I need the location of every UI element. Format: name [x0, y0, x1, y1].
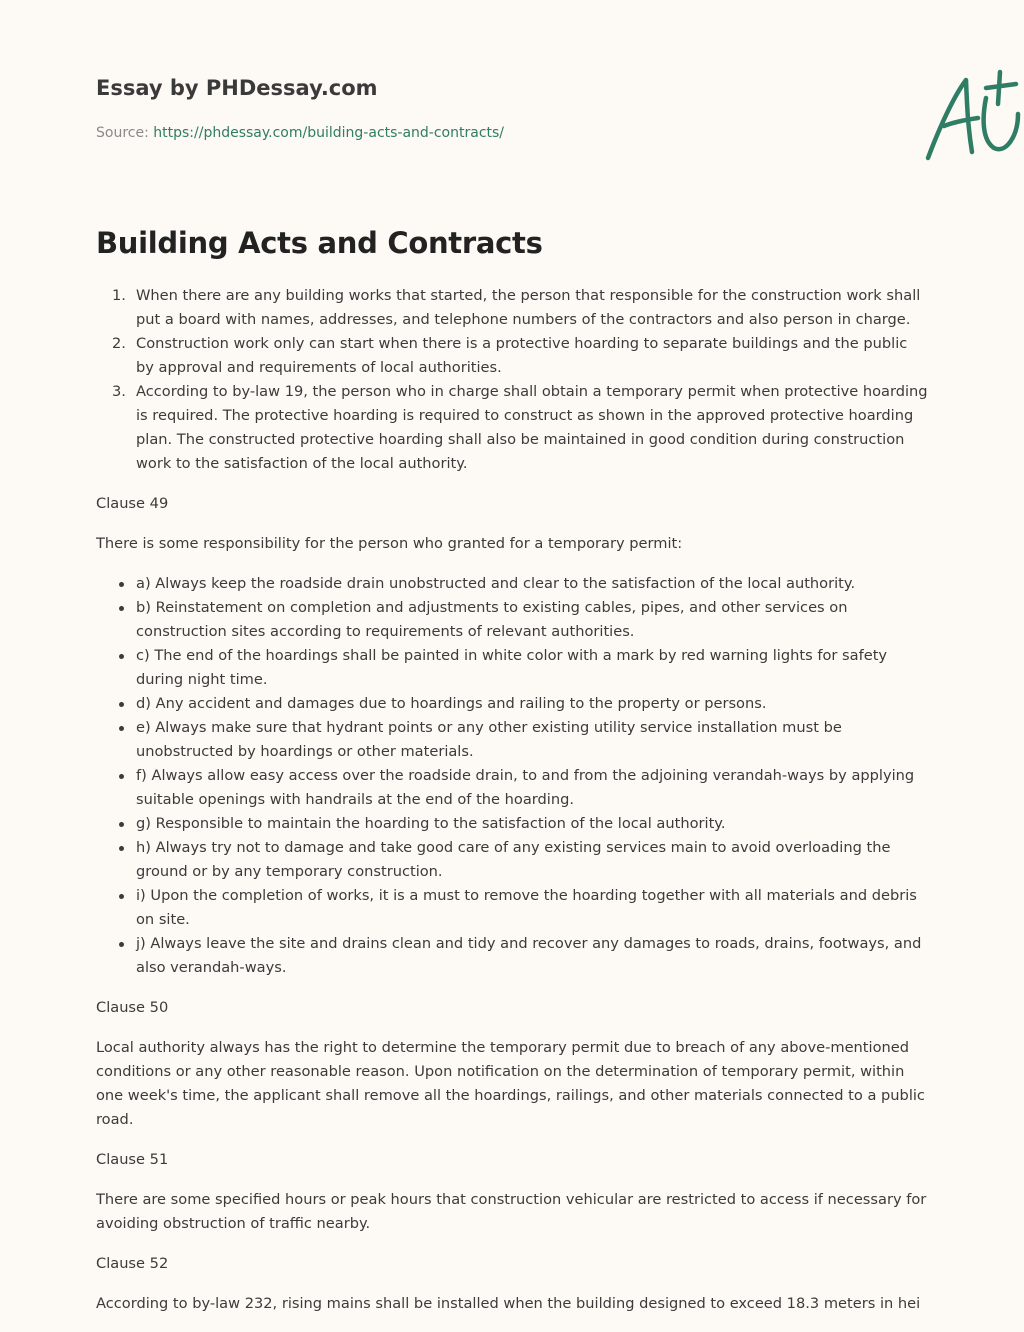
list-item	[96, 572, 928, 596]
list-item	[96, 332, 928, 380]
list-text: c) The end of the hoardings shall be painted in white color with a mark by red warning lights for safety during night time.	[136, 647, 888, 688]
list-item	[96, 812, 928, 836]
list-item	[96, 380, 928, 476]
list-item	[96, 764, 928, 812]
bullet-icon	[119, 942, 124, 947]
clause-51-heading: Clause 51	[96, 1151, 169, 1168]
a-plus-icon	[920, 66, 1024, 166]
source-line	[96, 125, 504, 141]
bullet-icon	[119, 822, 124, 827]
list-text: According to by-law 19, the person who in charge shall obtain a temporary permit when protective hoarding is required. The protective hoarding is required to construct as shown in the approved protective hoarding plan. The constructed protective hoarding shall also be maintained in good condition during construction work to the satisfaction of the local authority.	[136, 383, 928, 472]
clause-52-text: According to by-law 232, rising mains shall be installed when the building designed to exceed 18.3 meters in hei	[96, 1295, 921, 1312]
bullet-icon	[119, 654, 124, 659]
list-number: 2.	[112, 335, 126, 352]
clause-51-text: There are some specified hours or peak hours that construction vehicular are restricted to access if necessary for avoiding obstruction of traffic nearby.	[96, 1191, 927, 1232]
list-text: Construction work only can start when there is a protective hoarding to separate buildings and the public by approval and requirements of local authorities.	[136, 335, 908, 376]
list-text: e) Always make sure that hydrant points or any other existing utility service installation must be unobstructed by hoardings or other materials.	[136, 719, 842, 760]
list-text: a) Always keep the roadside drain unobstructed and clear to the satisfaction of the local authority.	[136, 575, 856, 592]
list-text: When there are any building works that started, the person that responsible for the construction work shall put a board with names, addresses, and telephone numbers of the contractors and also person in charge.	[136, 287, 921, 328]
list-text: f) Always allow easy access over the roadside drain, to and from the adjoining verandah-ways by applying suitable openings with handrails at the end of the hoarding.	[136, 767, 915, 808]
bullet-list	[96, 572, 928, 980]
list-item	[96, 692, 928, 716]
essay-body	[96, 284, 928, 1316]
bullet-icon	[119, 894, 124, 899]
bullet-icon	[119, 846, 124, 851]
list-text: g) Responsible to maintain the hoarding to the satisfaction of the local authority.	[136, 815, 726, 832]
list-item	[96, 644, 928, 692]
clause-50-heading: Clause 50	[96, 999, 169, 1016]
bullet-icon	[119, 774, 124, 779]
list-number: 3.	[112, 383, 126, 400]
list-text: d) Any accident and damages due to hoardings and railing to the property or persons.	[136, 695, 767, 712]
source-link[interactable]: https://phdessay.com/building-acts-and-contracts/	[153, 125, 505, 141]
bullet-icon	[119, 582, 124, 587]
bullet-icon	[119, 726, 124, 731]
brand-title: Essay by PHDessay.com	[96, 76, 378, 100]
list-text: i) Upon the completion of works, it is a must to remove the hoarding together with all materials and debris on site.	[136, 887, 917, 928]
numbered-list	[96, 284, 928, 476]
bullet-icon	[119, 702, 124, 707]
clause-49-intro: There is some responsibility for the person who granted for a temporary permit:	[96, 535, 683, 552]
clause-52-heading: Clause 52	[96, 1255, 169, 1272]
source-label: Source:	[96, 125, 149, 141]
list-text: b) Reinstatement on completion and adjustments to existing cables, pipes, and other services on construction sites according to requirements of relevant authorities.	[136, 599, 848, 640]
clause-49-heading: Clause 49	[96, 495, 169, 512]
list-item	[96, 596, 928, 644]
list-item	[96, 836, 928, 884]
list-number: 1.	[112, 287, 126, 304]
list-text: j) Always leave the site and drains clean and tidy and recover any damages to roads, drains, footways, and also verandah-ways.	[136, 935, 922, 976]
page-title: Building Acts and Contracts	[96, 226, 543, 260]
list-item	[96, 884, 928, 932]
list-item	[96, 284, 928, 332]
bullet-icon	[119, 606, 124, 611]
clause-50-text: Local authority always has the right to determine the temporary permit due to breach of any above-mentioned conditions or any other reasonable reason. Upon notification on the determination of temporary permit, within one week's time, the applicant shall remove all the hoardings, railings, and other materials connected to a public road.	[96, 1039, 925, 1128]
list-item	[96, 716, 928, 764]
list-item	[96, 932, 928, 980]
list-text: h) Always try not to damage and take good care of any existing services main to avoid overloading the ground or by any temporary construction.	[136, 839, 891, 880]
